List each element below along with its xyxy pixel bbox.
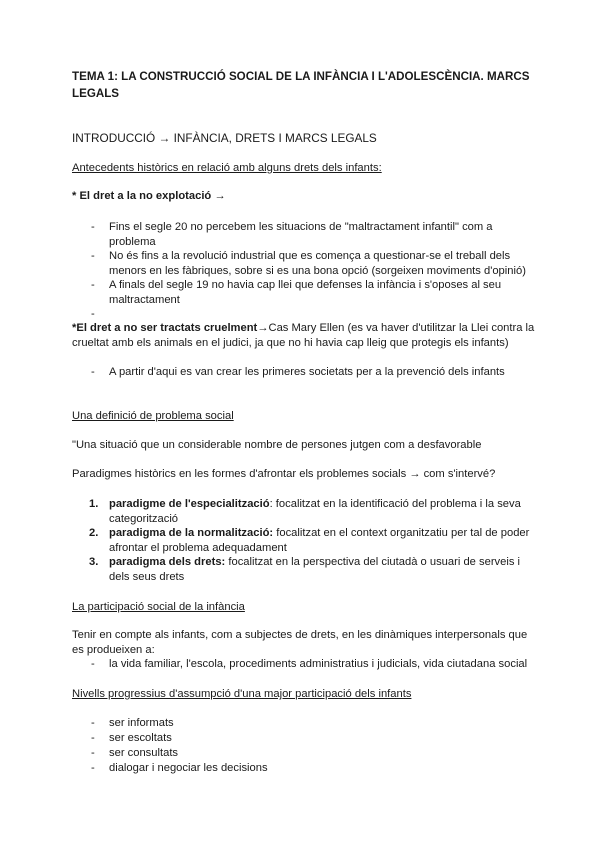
list-item: la vida familiar, l'escola, procediments administratius i judicials, vida ciutadana social (109, 658, 528, 670)
problema-social-quote: "Una situació que un considerable nombre de persones jutgen com a desfavorable (72, 439, 482, 451)
paradigm-item (109, 555, 534, 585)
list-bullet: - (91, 732, 95, 744)
cruelment-bold: *El dret a no ser tractats cruelment (72, 322, 258, 334)
paradigm-number: 2. (89, 527, 99, 539)
list-bullet: - (91, 221, 95, 233)
cruelment-paragraph (72, 321, 538, 351)
paradigm-text: focalitzat en la perspectiva del ciutadà o usuari de serveis i dels seus drets (109, 556, 521, 583)
list-bullet: - (91, 658, 95, 670)
paradigm-term: paradigme de l'especialització (109, 498, 270, 510)
list-bullet: - (91, 717, 95, 729)
participacio-heading: La participació social de la infància (72, 601, 245, 613)
list-bullet: - (91, 366, 95, 378)
participacio-text: Tenir en compte als infants, com a subjectes de drets, en les dinàmiques interpersonals que es produeixen a: (72, 629, 528, 656)
paradigm-item (109, 526, 534, 556)
paradigm-term: paradigma de la normalització: (109, 527, 274, 539)
paradigmes-intro: Paradigmes històrics en les formes d'afrontar els problemes socials → com s'intervé? (72, 468, 496, 480)
paradigm-text: focalitzat en el context organitzatiu per tal de poder afrontar el problema adequadament (109, 527, 530, 554)
intro-heading: INTRODUCCIÓ → INFÀNCIA, DRETS I MARCS LEGALS (72, 131, 377, 145)
list-item: dialogar i negociar les decisions (109, 762, 268, 774)
list-item: A finals del segle 19 no havia cap llei que defenses la infància i s'oposes al seu maltractament (109, 279, 502, 306)
list-bullet: - (91, 762, 95, 774)
list-item: ser informats (109, 717, 174, 729)
paradigm-text: : focalitzat en la identificació del problema i la seva categorització (109, 498, 521, 525)
list-item: A partir d'aqui es van crear les primeres societats per a la prevenció dels infants (109, 366, 505, 378)
antecedents-heading: Antecedents històrics en relació amb alguns drets dels infants: (72, 162, 382, 174)
cruelment-text: →Cas Mary Ellen (es va haver d'utilitzar la Llei contra la crueltat amb els animals en el judici, ja que no hi havia cap lleig que protegis els infants) (72, 322, 535, 349)
list-item: ser escoltats (109, 732, 172, 744)
list-bullet: - (91, 308, 95, 320)
list-bullet: - (91, 279, 95, 291)
list-bullet: - (91, 250, 95, 262)
paradigm-term: paradigma dels drets: (109, 556, 226, 568)
document-title: TEMA 1: LA CONSTRUCCIÓ SOCIAL DE LA INFÀNCIA I L'ADOLESCÈNCIA. MARCS LEGALS (72, 70, 530, 100)
list-item: No és fins a la revolució industrial que es comença a questionar-se el treball dels menors en les fàbriques, sobre si es una bona opció (sorgeixen moviments d'opinió) (109, 250, 526, 277)
nivells-heading: Nivells progressius d'assumpció d'una major participació dels infants (72, 688, 412, 700)
paradigm-number: 3. (89, 556, 99, 568)
problema-social-heading: Una definició de problema social (72, 410, 234, 422)
explotacio-heading: * El dret a la no explotació → (72, 190, 226, 202)
list-item: Fins el segle 20 no percebem les situacions de "maltractament infantil" com a problema (109, 221, 493, 248)
list-bullet: - (91, 747, 95, 759)
list-item: ser consultats (109, 747, 179, 759)
paradigm-number: 1. (89, 498, 99, 510)
paradigm-item (109, 497, 534, 527)
